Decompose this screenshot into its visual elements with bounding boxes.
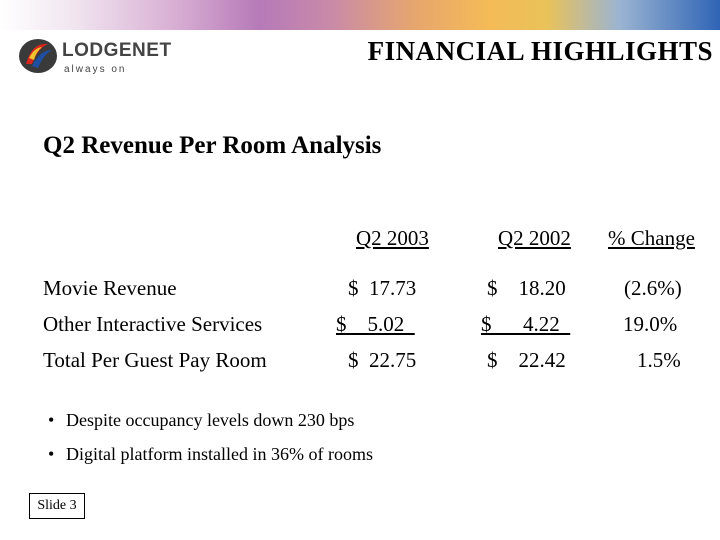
bullet-icon: •	[48, 444, 55, 464]
bullet-icon: •	[48, 410, 55, 430]
column-header-pct-change: % Change	[608, 226, 695, 250]
row-label-total-per-guest: Total Per Guest Pay Room	[43, 348, 267, 372]
bullet-item	[48, 410, 373, 444]
cell-other-interactive-change: 19.0%	[623, 312, 678, 336]
column-header-q2-2003: Q2 2003	[356, 226, 429, 250]
column-header-q2-2002: Q2 2002	[498, 226, 571, 250]
bullet-text: Digital platform installed in 36% of rooms	[66, 444, 373, 464]
row-label-movie-revenue: Movie Revenue	[43, 276, 177, 300]
bullet-item	[48, 444, 373, 478]
slide-number-label: Slide 3	[29, 493, 85, 519]
logo-wordmark: LODGENET	[62, 40, 172, 61]
page-title: FINANCIAL HIGHLIGHTS	[367, 36, 713, 66]
cell-total-per-guest-q2-2003: $ 22.75	[348, 348, 417, 372]
cell-other-interactive-q2-2002: $ 4.22	[481, 312, 571, 336]
logo-tagline: always on	[64, 64, 127, 75]
logo-mark-icon	[18, 36, 58, 76]
section-subtitle: Q2 Revenue Per Room Analysis	[43, 132, 382, 159]
cell-movie-revenue-change: (2.6%)	[624, 276, 682, 300]
cell-total-per-guest-change: 1.5%	[637, 348, 681, 372]
lodgenet-logo	[18, 36, 178, 80]
cell-movie-revenue-q2-2002: $ 18.20	[487, 276, 566, 300]
row-label-other-interactive: Other Interactive Services	[43, 312, 263, 336]
top-gradient-banner	[0, 0, 720, 30]
bullet-list	[48, 410, 373, 478]
cell-other-interactive-q2-2003: $ 5.02	[336, 312, 415, 336]
cell-total-per-guest-q2-2002: $ 22.42	[487, 348, 566, 372]
cell-movie-revenue-q2-2003: $ 17.73	[348, 276, 417, 300]
bullet-text: Despite occupancy levels down 230 bps	[66, 410, 355, 430]
